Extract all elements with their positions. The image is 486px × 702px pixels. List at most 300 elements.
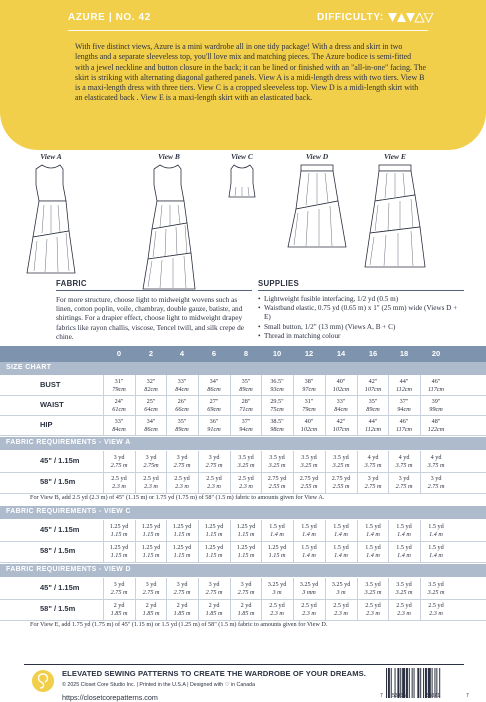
cell-imperial: 33" [177, 378, 187, 385]
cell-imperial: 3.5 yd [396, 581, 412, 588]
cell-metric: 2.3 m [334, 609, 348, 617]
cell-imperial: 36.5" [270, 378, 284, 385]
cell-metric: 3 m [272, 588, 282, 596]
cell-metric: 122cm [427, 425, 445, 433]
cell-metric: 94cm [239, 425, 253, 433]
cell-imperial: 31" [114, 378, 124, 385]
cell-imperial: 3.5 yd [428, 581, 444, 588]
view-a-dress-illustration [22, 161, 80, 281]
cell-imperial: 1.25 yd [172, 523, 192, 530]
table-cell [167, 418, 197, 433]
row-label: 45" / 1.15m [40, 583, 80, 592]
pattern-description: With five distinct views, Azure is a mini wardrobe all in one tidy package! With a dress and skirt in two lengths and a separate sleeveless top, you'll love mix and matching pieces. The Azure bodice is semi-fitted with a jewel neckline and button closure in the back; it can be lined or finished with an "all-in-one" facing. The skirt is striking with alternating diagonal gathered panels. View A is a midi-length dress with two tiers. View B is a maxi-length dress with three tiers. View C is a cropped sleeveless top. View D is a midi-length skirt with an elasticated back . View E is a maxi-length skirt with an elasticated back. [75, 42, 426, 103]
cell-imperial: 44" [399, 378, 409, 385]
view-e [362, 152, 428, 271]
column-separator [198, 375, 199, 435]
table-cell [104, 398, 134, 413]
cell-imperial: 3.25 yd [299, 581, 319, 588]
column-separator [388, 520, 389, 562]
cell-metric: 3 m [336, 588, 346, 596]
table-cell [262, 544, 292, 559]
footer-copyright: © 2025 Closet Core Studio Inc. | Printed in the U.S.A | Designed with ♡ in Canada [62, 682, 256, 688]
column-separator [166, 520, 167, 562]
cell-imperial: 2 yd [176, 602, 188, 609]
table-cell [326, 475, 356, 490]
cell-metric: 3.75 m [395, 461, 413, 469]
row-label: 58" / 1.5m [40, 546, 76, 555]
difficulty-label: DIFFICULTY: [317, 12, 384, 23]
size-column-header: 10 [272, 349, 282, 358]
view-b [140, 152, 198, 291]
table-cell [326, 602, 356, 617]
cell-metric: 1.15 m [205, 551, 223, 559]
cell-metric: 2.3 m [429, 609, 443, 617]
table-cell [389, 398, 419, 413]
column-separator [198, 578, 199, 620]
column-separator [293, 451, 294, 493]
cell-metric: 86cm [207, 385, 221, 393]
cell-metric: 2.75 m [110, 461, 128, 469]
table-cell [421, 418, 451, 433]
cell-imperial: 2.5 yd [365, 602, 381, 609]
table-cell [136, 544, 166, 559]
cell-imperial: 3.25 yd [331, 581, 351, 588]
cell-imperial: 38" [304, 378, 314, 385]
cell-imperial: 1.5 yd [365, 544, 381, 551]
cell-imperial: 1.25 yd [109, 544, 129, 551]
section-band [0, 362, 486, 375]
table-cell [358, 523, 388, 538]
barcode-digit: 7 [466, 693, 469, 699]
cell-metric: 107cm [364, 385, 382, 393]
cell-metric: 2.75 m [395, 482, 413, 490]
cell-metric: 1.85 m [173, 609, 191, 617]
cell-metric: 3.25 m [395, 588, 413, 596]
cell-metric: 2.75 m [237, 588, 255, 596]
row-label: 58" / 1.5m [40, 477, 76, 486]
table-cell [358, 581, 388, 596]
table-cell [358, 418, 388, 433]
cell-imperial: 44" [368, 418, 378, 425]
cell-imperial: 2 yd [145, 602, 157, 609]
cell-imperial: 46" [399, 418, 409, 425]
table-cell [358, 544, 388, 559]
section-band-label: FABRIC REQUIREMENTS - VIEW D [6, 566, 131, 573]
table-cell [136, 398, 166, 413]
cell-metric: 2.75 m [364, 482, 382, 490]
cell-metric: 1.4 m [366, 530, 380, 538]
table-cell [231, 602, 261, 617]
cell-imperial: 35" [177, 418, 187, 425]
section-band [0, 437, 486, 450]
cell-imperial: 35" [241, 378, 251, 385]
cell-imperial: 3 yd [113, 454, 125, 461]
cell-metric: 117cm [395, 425, 413, 433]
cell-metric: 2.3 m [207, 482, 221, 490]
barcode-digit: 53035 [392, 693, 406, 699]
table-cell [358, 475, 388, 490]
cell-imperial: 33" [114, 418, 124, 425]
cell-metric: 97cm [302, 385, 316, 393]
cell-metric: 91cm [207, 425, 221, 433]
table-cell [231, 418, 261, 433]
cell-metric: 2.55 m [332, 482, 350, 490]
cell-imperial: 26" [177, 398, 187, 405]
table-cell [231, 523, 261, 538]
fabric-heading: FABRIC [56, 279, 87, 288]
table-cell [389, 475, 419, 490]
table-cell [294, 418, 324, 433]
cell-imperial: 1.5 yd [396, 544, 412, 551]
table-cell [231, 454, 261, 469]
cell-metric: 1.4 m [429, 530, 443, 538]
cell-imperial: 28" [241, 398, 251, 405]
table-cell [136, 602, 166, 617]
cell-metric: 99cm [429, 405, 443, 413]
table-cell [231, 581, 261, 596]
footer-website-link[interactable]: https://closetcorepatterns.com [62, 693, 158, 702]
cell-imperial: 3 yd [240, 581, 252, 588]
table-cell [136, 581, 166, 596]
table-cell [389, 544, 419, 559]
cell-imperial: 3.5 yd [301, 454, 317, 461]
table-cell [389, 418, 419, 433]
view-label: View A [40, 152, 62, 161]
table-cell [167, 581, 197, 596]
cell-metric: 2.3 m [144, 482, 158, 490]
column-separator [325, 375, 326, 435]
cell-imperial: 42" [336, 418, 346, 425]
column-separator [261, 375, 262, 435]
table-cell [167, 544, 197, 559]
table-cell [104, 454, 134, 469]
table-cell [104, 378, 134, 393]
column-separator [103, 520, 104, 562]
cell-imperial: 1.5 yd [333, 523, 349, 530]
table-cell [294, 398, 324, 413]
cell-imperial: 3 yd [208, 581, 220, 588]
table-cell [199, 544, 229, 559]
column-separator [230, 451, 231, 493]
cell-metric: 1.15 m [268, 551, 286, 559]
cell-imperial: 3 yd [145, 581, 157, 588]
cell-imperial: 2 yd [208, 602, 220, 609]
cell-metric: 1.15 m [237, 530, 255, 538]
cell-imperial: 3.5 yd [365, 581, 381, 588]
column-separator [166, 578, 167, 620]
table-cell [167, 602, 197, 617]
section-band-label: FABRIC REQUIREMENTS - VIEW C [6, 508, 131, 515]
cell-imperial: 29.5" [270, 398, 284, 405]
table-cell [421, 378, 451, 393]
cell-imperial: 2.5 yd [206, 475, 222, 482]
cell-metric: 2.3 m [175, 482, 189, 490]
view-c [222, 152, 262, 201]
cell-metric: 1.15 m [205, 530, 223, 538]
supplies-list [258, 295, 464, 341]
cell-imperial: 1.25 yd [204, 544, 224, 551]
difficulty-rating-icon [388, 13, 434, 23]
row-label: BUST [40, 380, 61, 389]
column-separator [388, 578, 389, 620]
cell-imperial: 1.5 yd [428, 523, 444, 530]
view-b-dress-illustration [140, 161, 198, 291]
row-label: WAIST [40, 400, 64, 409]
cell-metric: 2.3 m [112, 482, 126, 490]
table-cell [104, 602, 134, 617]
table-cell [231, 544, 261, 559]
cell-imperial: 3 yd [176, 581, 188, 588]
table-cell [136, 475, 166, 490]
cell-metric: 1.15 m [142, 551, 160, 559]
cell-imperial: 40" [336, 378, 346, 385]
cell-imperial: 2.5 yd [396, 602, 412, 609]
view-label: View E [384, 152, 406, 161]
cell-metric: 75cm [270, 405, 284, 413]
cell-metric: 2.3 m [302, 609, 316, 617]
column-separator [261, 451, 262, 493]
table-cell [136, 523, 166, 538]
cell-metric: 86cm [144, 425, 158, 433]
row-separator [0, 435, 486, 436]
cell-metric: 64cm [144, 405, 158, 413]
cell-imperial: 4 yd [430, 454, 442, 461]
column-separator [357, 520, 358, 562]
cell-metric: 1.85 m [237, 609, 255, 617]
section-band-label: SIZE CHART [6, 364, 52, 371]
cell-metric: 84cm [175, 385, 189, 393]
cell-imperial: 2.75 yd [267, 475, 287, 482]
cell-imperial: 2 yd [113, 602, 125, 609]
table-cell [358, 602, 388, 617]
cell-metric: 2.75 m [110, 588, 128, 596]
cell-metric: 117cm [427, 385, 445, 393]
footer-divider [24, 664, 464, 665]
table-cell [421, 475, 451, 490]
supplies-divider [258, 290, 464, 291]
cell-metric: 89cm [175, 425, 189, 433]
view-d [284, 152, 350, 251]
cell-metric: 3 mm [302, 588, 316, 596]
closet-core-logo-icon [32, 670, 54, 692]
table-cell [294, 378, 324, 393]
cell-metric: 1.4 m [397, 551, 411, 559]
view-e-skirt-illustration [362, 161, 428, 271]
table-cell [294, 475, 324, 490]
column-separator [198, 451, 199, 493]
column-separator [103, 375, 104, 435]
table-cell [262, 602, 292, 617]
cell-imperial: 2.5 yd [269, 602, 285, 609]
cell-metric: 2.3 m [270, 609, 284, 617]
size-column-header: 2 [148, 349, 154, 358]
cell-imperial: 2.75 yd [299, 475, 319, 482]
section-band [0, 506, 486, 519]
cell-imperial: 31" [304, 398, 314, 405]
table-cell [104, 523, 134, 538]
cell-metric: 2.75 m [173, 461, 191, 469]
cell-imperial: 1.25 yd [236, 523, 256, 530]
column-separator [166, 375, 167, 435]
table-cell [294, 523, 324, 538]
cell-imperial: 1.25 yd [204, 523, 224, 530]
cell-metric: 2.75 m [427, 482, 445, 490]
cell-metric: 98cm [270, 425, 284, 433]
cell-metric: 66cm [175, 405, 189, 413]
table-cell [389, 454, 419, 469]
column-separator [357, 578, 358, 620]
cell-imperial: 27" [209, 398, 219, 405]
cell-metric: 3.25 m [364, 588, 382, 596]
table-cell [326, 418, 356, 433]
cell-metric: 3.75 m [364, 461, 382, 469]
cell-imperial: 2.5 yd [301, 602, 317, 609]
table-cell [199, 602, 229, 617]
table-cell [104, 581, 134, 596]
cell-metric: 61cm [112, 405, 126, 413]
table-cell [199, 454, 229, 469]
cell-metric: 2.3 m [239, 482, 253, 490]
table-cell [389, 378, 419, 393]
table-cell [294, 581, 324, 596]
supply-item: • Small button, 1/2" (13 mm) (Views A, B + C) [258, 323, 464, 332]
column-separator [420, 578, 421, 620]
column-separator [198, 520, 199, 562]
size-column-header: 6 [211, 349, 217, 358]
table-cell [294, 602, 324, 617]
table-cell [421, 581, 451, 596]
table-cell [199, 475, 229, 490]
cell-imperial: 2 yd [240, 602, 252, 609]
cell-metric: 1.4 m [429, 551, 443, 559]
cell-metric: 94cm [397, 405, 411, 413]
table-cell [262, 475, 292, 490]
cell-metric: 1.15 m [110, 551, 128, 559]
cell-imperial: 3 yd [430, 475, 442, 482]
cell-metric: 1.15 m [142, 530, 160, 538]
table-cell [104, 418, 134, 433]
cell-imperial: 38.5" [270, 418, 284, 425]
table-cell [389, 602, 419, 617]
column-separator [420, 451, 421, 493]
cell-metric: 79cm [112, 385, 126, 393]
cell-imperial: 33" [336, 398, 346, 405]
cell-imperial: 34" [209, 378, 219, 385]
table-cell [326, 581, 356, 596]
table-cell [326, 398, 356, 413]
view-a [22, 152, 80, 281]
cell-metric: 3.25 m [237, 461, 255, 469]
table-cell [167, 378, 197, 393]
cell-metric: 2.75m [143, 461, 159, 469]
cell-metric: 1.85 m [110, 609, 128, 617]
table-cell [389, 581, 419, 596]
barcode-digit: 88871 [426, 693, 440, 699]
cell-metric: 3.75 m [427, 461, 445, 469]
table-cell [262, 378, 292, 393]
table-cell [421, 602, 451, 617]
cell-metric: 1.85 m [142, 609, 160, 617]
cell-imperial: 4 yd [398, 454, 410, 461]
cell-imperial: 32" [146, 378, 156, 385]
cell-imperial: 2.5 yd [111, 475, 127, 482]
cell-metric: 89cm [239, 385, 253, 393]
cell-imperial: 2.5 yd [238, 475, 254, 482]
cell-imperial: 3 yd [145, 454, 157, 461]
cell-metric: 1.15 m [173, 530, 191, 538]
size-column-header: 0 [116, 349, 122, 358]
column-separator [230, 375, 231, 435]
size-column-header: 20 [431, 349, 441, 358]
table-cell [421, 523, 451, 538]
column-separator [103, 451, 104, 493]
column-separator [261, 578, 262, 620]
cell-imperial: 1.25 yd [267, 544, 287, 551]
cell-imperial: 3 yd [113, 581, 125, 588]
cell-metric: 2.75 m [205, 588, 223, 596]
cell-metric: 69cm [207, 405, 221, 413]
cell-imperial: 3 yd [176, 454, 188, 461]
cell-imperial: 3 yd [208, 454, 220, 461]
table-cell [326, 378, 356, 393]
column-separator [293, 578, 294, 620]
cell-imperial: 1.25 yd [109, 523, 129, 530]
cell-metric: 71cm [239, 405, 253, 413]
cell-metric: 102cm [300, 425, 318, 433]
column-separator [325, 520, 326, 562]
column-separator [388, 451, 389, 493]
table-cell [167, 398, 197, 413]
cell-imperial: 24" [114, 398, 124, 405]
cell-imperial: 1.25 yd [172, 544, 192, 551]
cell-metric: 2.3 m [366, 609, 380, 617]
table-cell [262, 454, 292, 469]
cell-metric: 3.25 m [268, 461, 286, 469]
column-separator [166, 451, 167, 493]
fabric-description: For more structure, choose light to midweight wovens such as linen, cotton poplin, voile, chambray, double gauze, batiste, and shirtings. For a drapier effect, choose light to midweight drapey fabrics like rayon challis, viscose, Tencel twill, and silk crepe de chine. [56, 295, 244, 341]
cell-imperial: 3.5 yd [333, 454, 349, 461]
cell-imperial: 2.5 yd [143, 475, 159, 482]
column-separator [103, 578, 104, 620]
cell-imperial: 1.25 yd [141, 544, 161, 551]
cell-metric: 1.4 m [397, 530, 411, 538]
cell-metric: 1.4 m [302, 530, 316, 538]
cell-imperial: 1.5 yd [269, 523, 285, 530]
cell-imperial: 2.75 yd [331, 475, 351, 482]
cell-metric: 1.4 m [334, 530, 348, 538]
cell-imperial: 1.5 yd [301, 523, 317, 530]
cell-imperial: 35" [368, 398, 378, 405]
cell-metric: 2.55 m [268, 482, 286, 490]
cell-metric: 1.4 m [302, 551, 316, 559]
supply-item: • Lightweight fusible interfacing, 1/2 yd (0.5 m) [258, 295, 464, 304]
row-label: 45" / 1.15m [40, 456, 80, 465]
row-separator [0, 472, 486, 473]
requirements-note: For View B, add 2.5 yd (2.3 m) of 45" (1.15 m) or 1.75 yd (1.75 m) of 58" (1.5 m) fabric to amounts given for View A. [30, 494, 325, 501]
cell-metric: 2.75 m [142, 588, 160, 596]
cell-imperial: 2.5 yd [174, 475, 190, 482]
header-banner [0, 0, 486, 150]
cell-metric: 3.25 m [332, 461, 350, 469]
column-separator [420, 375, 421, 435]
cell-imperial: 3.5 yd [238, 454, 254, 461]
cell-metric: 102cm [332, 385, 350, 393]
column-separator [325, 578, 326, 620]
table-cell [136, 454, 166, 469]
row-separator [0, 562, 486, 563]
cell-imperial: 3 yd [398, 475, 410, 482]
table-cell [326, 544, 356, 559]
